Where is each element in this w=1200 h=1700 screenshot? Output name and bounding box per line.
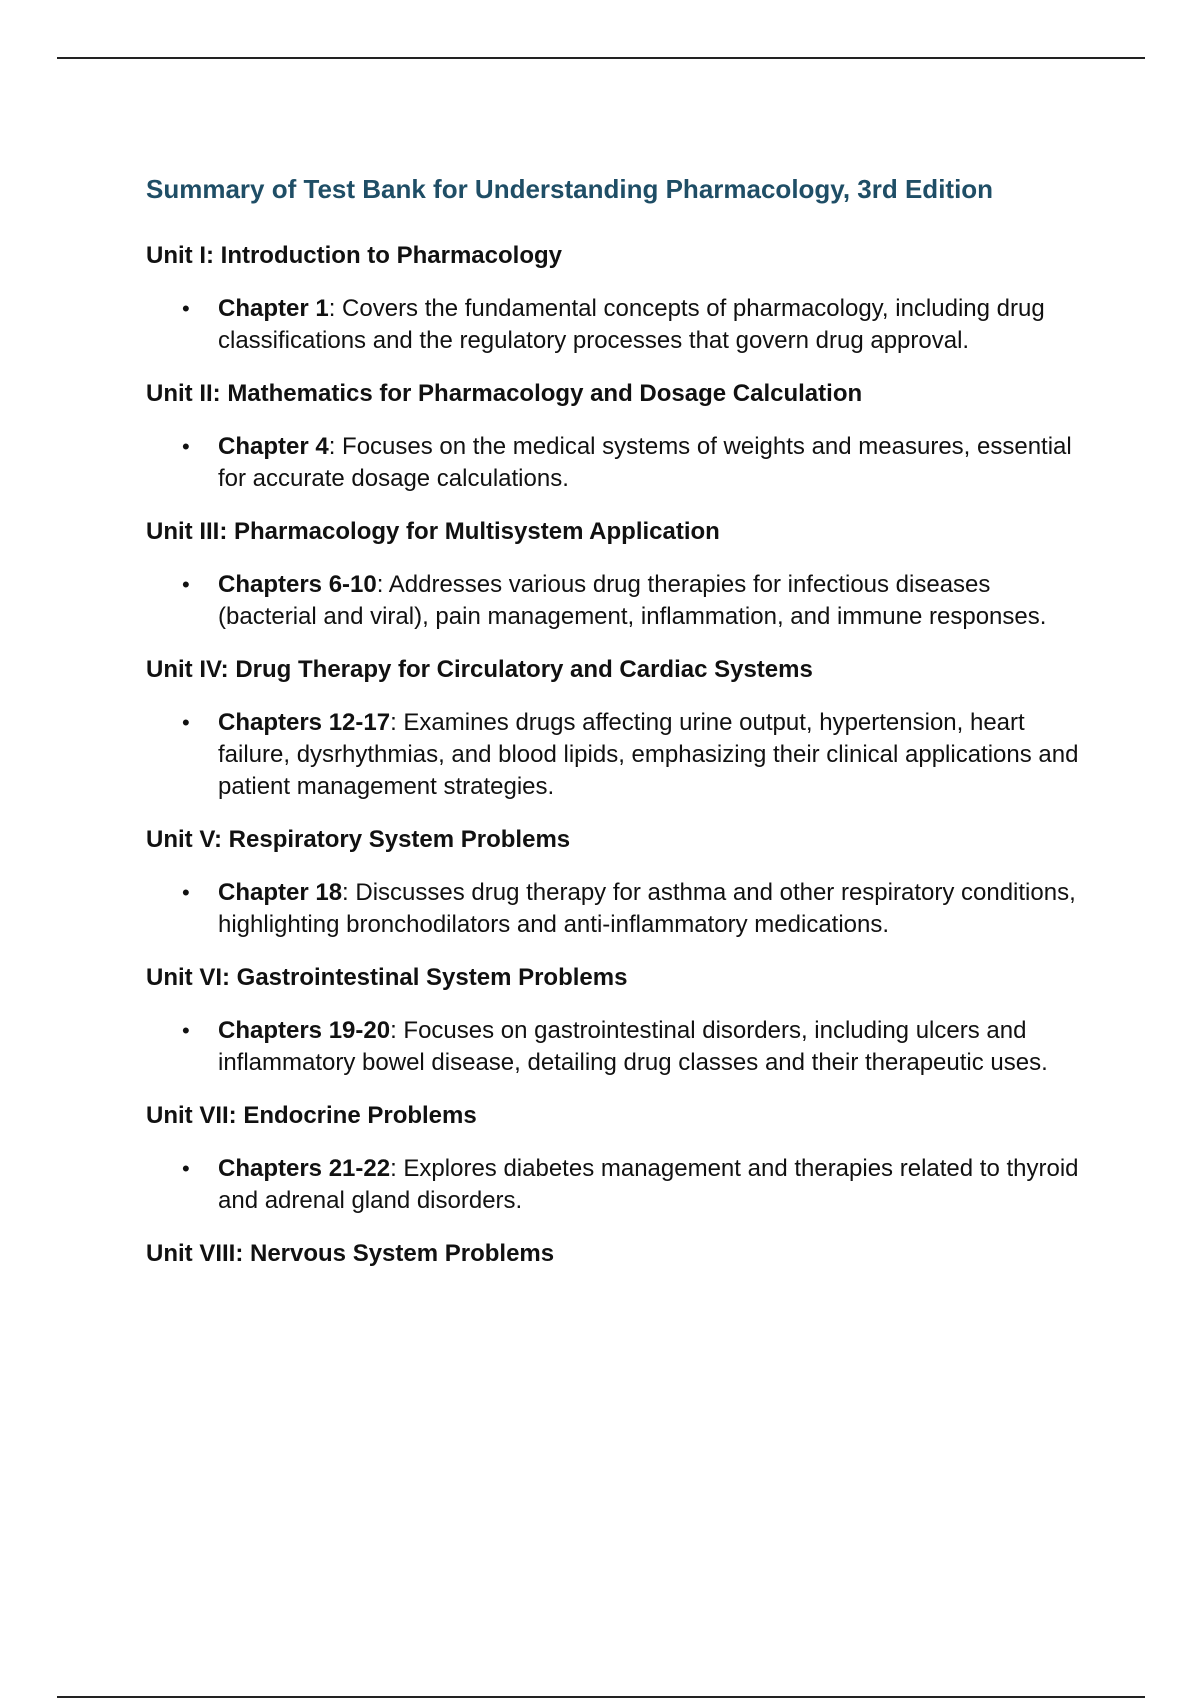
bullet-icon: • xyxy=(182,572,190,597)
chapter-description: : Focuses on gastrointestinal disorders, including ulcers and inflammatory bowel disease, detailing drug classes and their therapeutic uses. xyxy=(218,1017,1048,1076)
unit-heading: Unit VI: Gastrointestinal System Problems xyxy=(146,964,628,991)
unit-heading: Unit II: Mathematics for Pharmacology and Dosage Calculation xyxy=(146,380,863,407)
chapter-description: : Examines drugs affecting urine output, hypertension, heart failure, dysrhythmias, and blood lipids, emphasizing their clinical applications and patient management strategies. xyxy=(218,709,1079,800)
chapter-list xyxy=(146,1015,1086,1079)
chapter-label: Chapters 6-10 xyxy=(218,571,377,598)
chapter-description: : Focuses on the medical systems of weights and measures, essential for accurate dosage calculations. xyxy=(218,433,1072,492)
chapter-list xyxy=(146,707,1086,803)
chapter-description: : Discusses drug therapy for asthma and other respiratory conditions, highlighting bronchodilators and anti-inflammatory medications. xyxy=(218,879,1076,938)
unit-2 xyxy=(146,379,1086,495)
unit-5 xyxy=(146,825,1086,941)
bullet-icon: • xyxy=(182,1156,190,1181)
unit-heading: Unit III: Pharmacology for Multisystem Application xyxy=(146,518,720,545)
chapter-item xyxy=(146,431,1086,495)
bottom-rule xyxy=(57,1696,1145,1698)
top-rule xyxy=(57,57,1145,59)
document-title: Summary of Test Bank for Understanding Pharmacology, 3rd Edition xyxy=(146,174,994,204)
unit-heading: Unit VIII: Nervous System Problems xyxy=(146,1240,555,1267)
chapter-item xyxy=(146,293,1086,357)
unit-heading: Unit IV: Drug Therapy for Circulatory and Cardiac Systems xyxy=(146,656,813,683)
bullet-icon: • xyxy=(182,434,190,459)
unit-heading: Unit V: Respiratory System Problems xyxy=(146,826,571,853)
chapter-label: Chapter 4 xyxy=(218,433,329,460)
unit-heading: Unit I: Introduction to Pharmacology xyxy=(146,242,562,269)
chapter-item xyxy=(146,1015,1086,1079)
chapter-label: Chapters 19-20 xyxy=(218,1017,391,1044)
chapter-description: : Addresses various drug therapies for infectious diseases (bacterial and viral), pain management, inflammation, and immune responses. xyxy=(218,571,1047,630)
chapter-list xyxy=(146,877,1086,941)
bullet-icon: • xyxy=(182,1018,190,1043)
chapter-item xyxy=(146,1153,1086,1217)
chapter-list xyxy=(146,431,1086,495)
chapter-label: Chapters 21-22 xyxy=(218,1155,391,1182)
chapter-item xyxy=(146,877,1086,941)
bullet-icon: • xyxy=(182,880,190,905)
chapter-label: Chapter 1 xyxy=(218,295,329,322)
unit-4 xyxy=(146,655,1086,803)
chapter-description: : Explores diabetes management and therapies related to thyroid and adrenal gland disorders. xyxy=(218,1155,1079,1214)
chapter-label: Chapters 12-17 xyxy=(218,709,391,736)
document-body xyxy=(146,172,1086,1291)
chapter-description: : Covers the fundamental concepts of pharmacology, including drug classifications and the regulatory processes that govern drug approval. xyxy=(218,295,1045,354)
chapter-item xyxy=(146,707,1086,803)
bullet-icon: • xyxy=(182,296,190,321)
chapter-list xyxy=(146,1153,1086,1217)
chapter-label: Chapter 18 xyxy=(218,879,343,906)
unit-6 xyxy=(146,963,1086,1079)
chapter-list xyxy=(146,569,1086,633)
chapter-list xyxy=(146,293,1086,357)
unit-8 xyxy=(146,1239,1086,1269)
unit-1 xyxy=(146,241,1086,357)
unit-7 xyxy=(146,1101,1086,1217)
unit-3 xyxy=(146,517,1086,633)
chapter-item xyxy=(146,569,1086,633)
unit-heading: Unit VII: Endocrine Problems xyxy=(146,1102,477,1129)
bullet-icon: • xyxy=(182,710,190,735)
